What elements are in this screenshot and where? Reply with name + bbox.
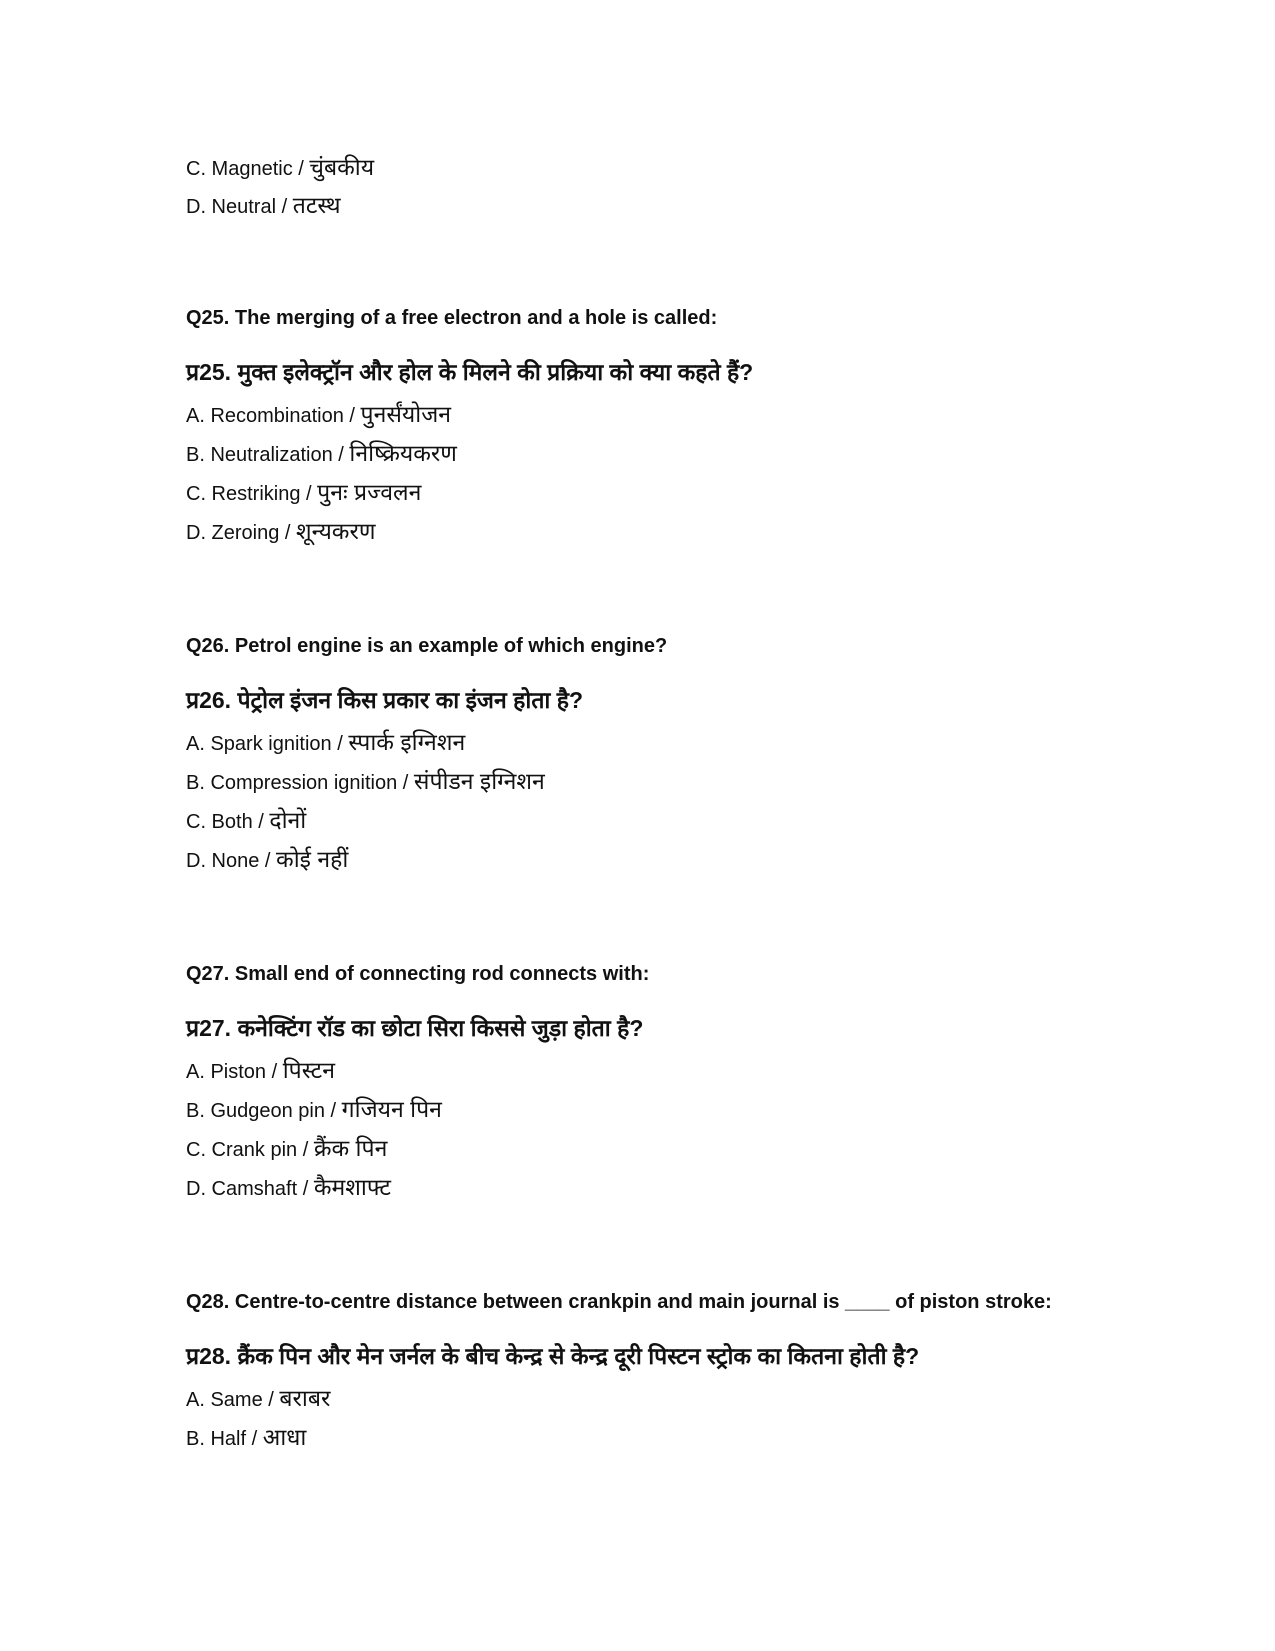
q26-option-c: C. Both / दोनों <box>186 807 307 833</box>
option-d-prev: D. Neutral / तटस्थ <box>186 192 341 218</box>
q25-option-c: C. Restriking / पुनः प्रज्वलन <box>186 479 422 505</box>
q27-option-d: D. Camshaft / कैमशाफ्ट <box>186 1174 392 1200</box>
question-26-hindi: प्र26. पेट्रोल इंजन किस प्रकार का इंजन होता है? <box>186 687 584 713</box>
question-28-english: Q28. Centre-to-centre distance between crankpin and main journal is ____ of piston stroke: <box>186 1291 1052 1313</box>
q26-option-d: D. None / कोई नहीं <box>186 846 349 872</box>
q25-option-a: A. Recombination / पुनर्संयोजन <box>186 401 452 427</box>
option-c-prev: C. Magnetic / चुंबकीय <box>186 154 375 180</box>
q26-option-a: A. Spark ignition / स्पार्क इग्निशन <box>186 729 466 755</box>
q27-option-a: A. Piston / पिस्टन <box>186 1057 336 1083</box>
q25-option-b: B. Neutralization / निष्क्रियकरण <box>186 440 457 466</box>
question-25-english: Q25. The merging of a free electron and a hole is called: <box>186 307 718 329</box>
q25-option-d: D. Zeroing / शून्यकरण <box>186 518 376 544</box>
question-28-hindi: प्र28. क्रैंक पिन और मेन जर्नल के बीच केन्द्र से केन्द्र दूरी पिस्टन स्ट्रोक का कितना होती है? <box>186 1343 920 1369</box>
q28-option-a: A. Same / बराबर <box>186 1385 331 1411</box>
q27-option-c: C. Crank pin / क्रैंक पिन <box>186 1135 388 1161</box>
q26-option-b: B. Compression ignition / संपीडन इग्निशन <box>186 768 545 794</box>
q28-option-b: B. Half / आधा <box>186 1424 307 1450</box>
question-27-english: Q27. Small end of connecting rod connects with: <box>186 963 650 985</box>
question-26-english: Q26. Petrol engine is an example of which engine? <box>186 635 668 657</box>
question-25-hindi: प्र25. मुक्त इलेक्ट्रॉन और होल के मिलने की प्रक्रिया को क्या कहते हैं? <box>186 359 754 385</box>
q27-option-b: B. Gudgeon pin / गजियन पिन <box>186 1096 442 1122</box>
question-27-hindi: प्र27. कनेक्टिंग रॉड का छोटा सिरा किससे जुड़ा होता है? <box>186 1015 644 1041</box>
